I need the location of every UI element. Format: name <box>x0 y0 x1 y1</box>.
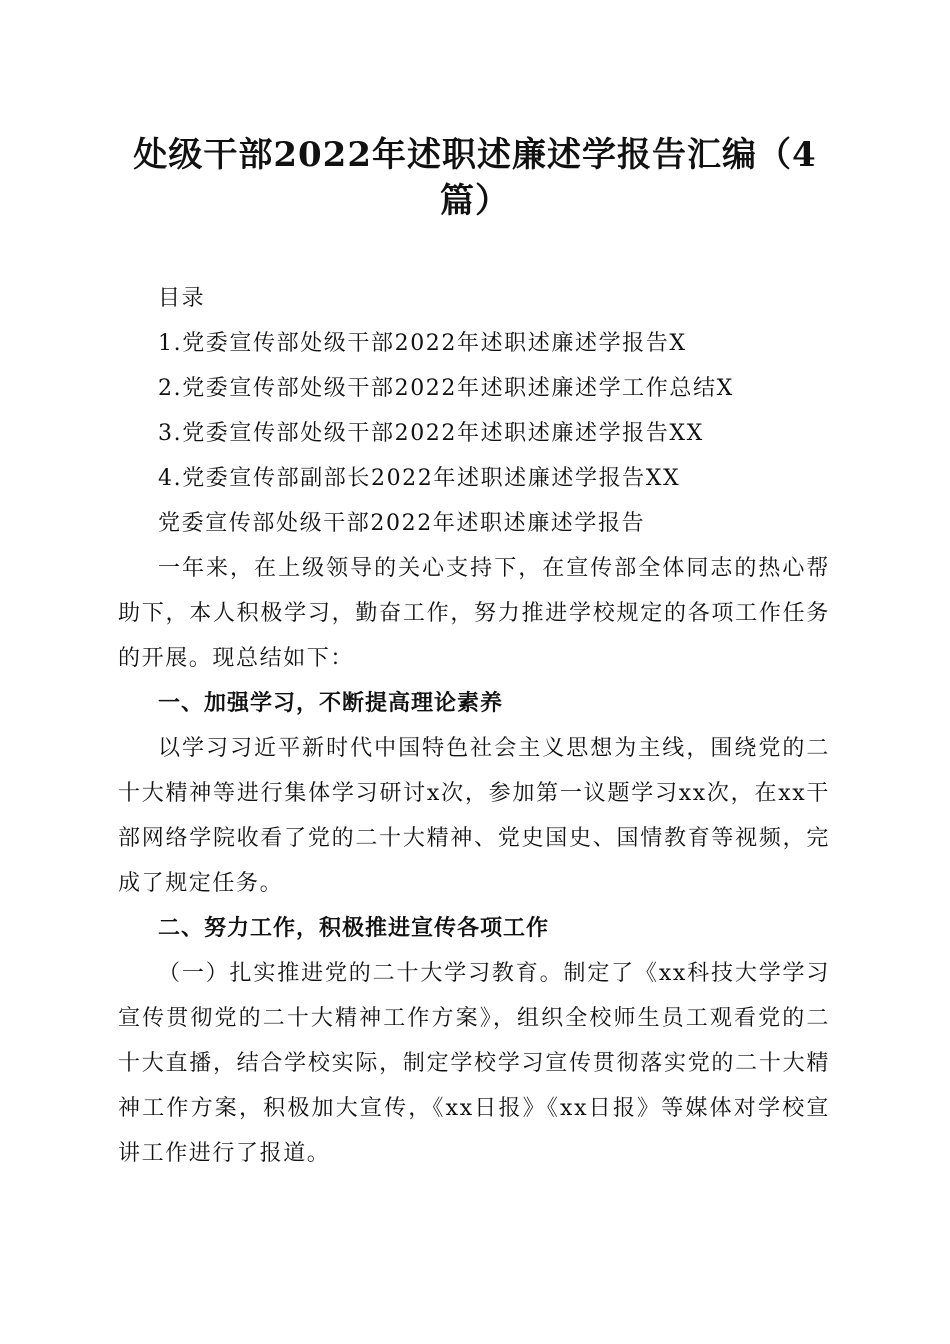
section-heading-2: 二、努力工作，积极推进宣传各项工作 <box>158 916 550 941</box>
intro-paragraph: 一年来，在上级领导的关心支持下，在宣传部全体同志的热心帮助下，本人积极学习，勤奋工作，努力推进学校规定的各项工作任务的开展。现总结如下： <box>118 556 830 671</box>
document-title: 处级干部2022年述职述廉述学报告汇编（4篇） <box>133 135 817 221</box>
document-body <box>118 276 830 1176</box>
toc-label: 目录 <box>158 286 206 311</box>
section-heading-1: 一、加强学习，不断提高理论素养 <box>158 691 504 716</box>
toc-item: 1.党委宣传部处级干部2022年述职述廉述学报告X <box>158 331 687 356</box>
section-1-paragraph: 以学习习近平新时代中国特色社会主义思想为主线，围绕党的二十大精神等进行集体学习研讨x次，参加第一议题学习xx次，在xx干部网络学院收看了党的二十大精神、党史国史、国情教育等视频，完成了规定任务。 <box>118 736 830 896</box>
toc-item: 4.党委宣传部副部长2022年述职述廉述学报告XX <box>158 466 681 491</box>
toc-item: 2.党委宣传部处级干部2022年述职述廉述学工作总结X <box>158 376 734 401</box>
report-title: 党委宣传部处级干部2022年述职述廉述学报告 <box>158 511 646 536</box>
toc-item: 3.党委宣传部处级干部2022年述职述廉述学报告XX <box>158 421 704 446</box>
section-2-paragraph: （一）扎实推进党的二十大学习教育。制定了《xx科技大学学习宣传贯彻党的二十大精神工作方案》，组织全校师生员工观看党的二十大直播，结合学校实际，制定学校学习宣传贯彻落实党的二十大精神工作方案，积极加大宣传，《xx日报》《xx日报》等媒体对学校宣讲工作进行了报道。 <box>118 961 830 1166</box>
